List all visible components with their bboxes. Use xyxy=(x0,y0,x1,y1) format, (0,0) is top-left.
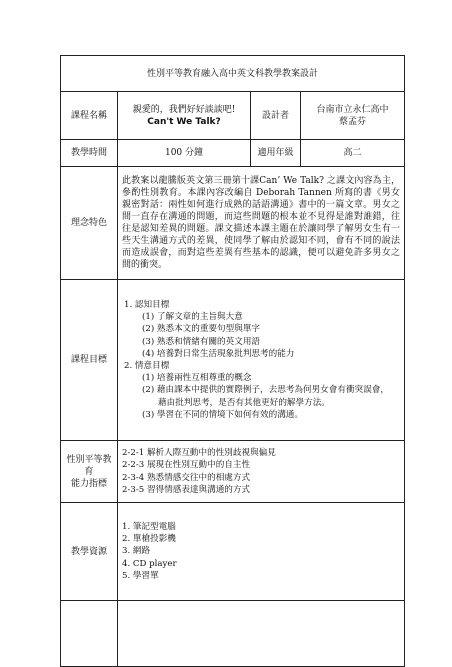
objectives-label: 課程目標 xyxy=(61,280,118,441)
list-item: 2. 單槍投影機 xyxy=(122,534,176,545)
resources-cell xyxy=(118,503,405,601)
blank-label-cell xyxy=(61,601,118,667)
ability-row xyxy=(61,441,405,503)
list-item: 2-3-5 習得情感表達與溝通的方式 xyxy=(122,484,251,495)
objective-item: (3) 學習在不同的情境下如何有效的溝通。 xyxy=(142,409,303,420)
objective-item: 2. 情意目標 xyxy=(124,361,170,371)
objectives-cell xyxy=(118,280,405,441)
blank-content-cell xyxy=(118,601,405,667)
objective-item: (2) 熟悉本文的重要句型與單字 xyxy=(142,324,261,335)
blank-row xyxy=(61,601,405,667)
list-item: 1. 筆記型電腦 xyxy=(122,521,176,532)
ability-label-line: 能力指標 xyxy=(70,478,107,489)
objectives-row xyxy=(61,280,405,441)
ability-list xyxy=(122,447,400,496)
objective-item: (1) 培養兩性互相尊重的概念 xyxy=(142,373,252,384)
course-name-cell xyxy=(118,92,251,140)
ability-label-line: 性別平等教 xyxy=(66,454,112,465)
list-item: 5. 學習單 xyxy=(122,570,159,581)
time-row xyxy=(61,140,405,167)
ability-label xyxy=(61,441,118,503)
document-title: 性別平等教育融入高中英文科教學教案設計 xyxy=(61,56,405,92)
title-row xyxy=(61,56,405,92)
list-item: 2-2-1 解析人際互動中的性別歧視與偏見 xyxy=(122,448,276,459)
objective-item: (1) 了解文章的主旨與大意 xyxy=(142,312,243,323)
ability-cell xyxy=(118,441,405,503)
objective-item: (4) 培養對日常生活現象批判思考的能力 xyxy=(142,348,295,359)
grade-value: 高二 xyxy=(301,140,405,167)
lesson-plan-table xyxy=(60,55,405,667)
objective-item: (3) 熟悉和情緒有關的英文用語 xyxy=(142,336,261,347)
objective-item: (2) 藉由課本中提供的實際例子，去思考為何男女會有衝突誤會， xyxy=(142,385,389,396)
objective-item: 1. 認知目標 xyxy=(124,299,170,310)
time-value: 100 分鐘 xyxy=(118,140,251,167)
philosophy-text: 此教案以龍騰版英文第三冊第十課Can’ We Talk? 之課文內容為主，參酌性別教育。本課內容改編自 Deborah Tannen 所寫的書《男女親密對話：兩性如何進行成熟的話語溝通》書中的一篇文章。男女之間一直存在溝通的問題，而這些問題的根本並不見得是誰對誰錯，往往是認知差異的問題。課文描述本課主題在於讓同學了解男女生有一些天生溝通方式的差異，使同學了解由於認知不同，會有不同的說法而造成誤會，而對這些差異有些基本的認識，便可以避免許多男女之間的衝突。 xyxy=(118,167,405,280)
objective-item: 藉由批判思考，是否有其他更好的解學方法。 xyxy=(158,397,330,408)
course-label: 課程名稱 xyxy=(61,92,118,140)
list-item: 2-2-3 展現在性別互動中的自主性 xyxy=(122,460,251,471)
designer-name: 蔡孟芬 xyxy=(338,116,366,127)
philosophy-label: 理念特色 xyxy=(61,167,118,280)
course-name-en: Can't We Talk? xyxy=(147,116,221,127)
philosophy-row xyxy=(61,167,405,280)
designer-cell xyxy=(301,92,405,140)
resources-list xyxy=(122,521,400,582)
grade-label: 適用年級 xyxy=(251,140,301,167)
designer-school: 台南市立永仁高中 xyxy=(316,104,389,115)
list-item: 2-3-4 熟悉情感交往中的相處方式 xyxy=(122,472,251,483)
designer-label: 設計者 xyxy=(251,92,301,140)
time-label: 教學時間 xyxy=(61,140,118,167)
course-name-zh: 親愛的，我們好好談談吧! xyxy=(132,104,236,115)
list-item: 4. CD player xyxy=(122,558,177,569)
resources-row xyxy=(61,503,405,601)
course-row xyxy=(61,92,405,140)
objectives-list xyxy=(122,299,400,421)
list-item: 3. 網路 xyxy=(122,546,151,557)
resources-label: 教學資源 xyxy=(61,503,118,601)
ability-label-line: 育 xyxy=(84,466,94,477)
